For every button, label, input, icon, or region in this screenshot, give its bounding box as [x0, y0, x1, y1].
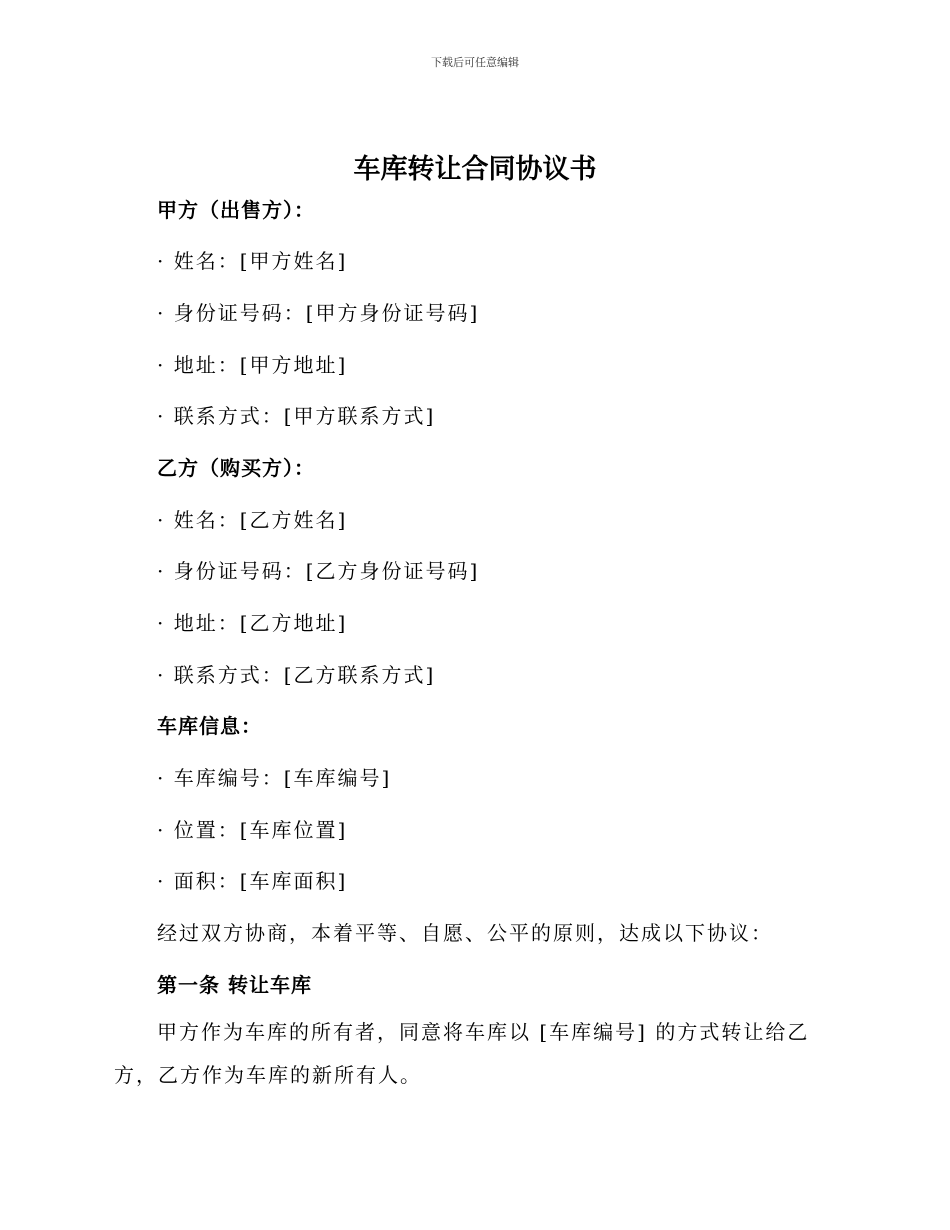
document-title: 车库转让合同协议书 [353, 154, 597, 185]
party-a-heading: 甲方（出售方）： [157, 198, 315, 222]
party-b-name: · 姓名：[乙方姓名] [157, 508, 348, 532]
party-b-contact: · 联系方式：[乙方联系方式] [157, 663, 436, 687]
party-a-address: · 地址：[甲方地址] [157, 353, 348, 377]
party-a-name: · 姓名：[甲方姓名] [157, 249, 348, 273]
party-a-id: · 身份证号码：[甲方身份证号码] [157, 301, 480, 325]
party-a-contact: · 联系方式：[甲方联系方式] [157, 404, 436, 428]
header-note: 下载后可任意编辑 [431, 56, 519, 69]
garage-number: · 车库编号：[车库编号] [157, 766, 392, 790]
party-b-id: · 身份证号码：[乙方身份证号码] [157, 559, 480, 583]
garage-area: · 面积：[车库面积] [157, 869, 348, 893]
garage-heading: 车库信息： [157, 714, 262, 738]
intro-paragraph: 经过双方协商，本着平等、自愿、公平的原则，达成以下协议： [157, 921, 773, 945]
party-b-address: · 地址：[乙方地址] [157, 611, 348, 635]
garage-location: · 位置：[车库位置] [157, 818, 348, 842]
article-1-heading: 第一条 转让车库 [157, 973, 312, 997]
party-b-heading: 乙方（购买方）： [157, 456, 315, 480]
article-1-text: 甲方作为车库的所有者，同意将车库以 [车库编号] 的方式转让给乙方，乙方作为车库的新所有人。 [114, 1020, 810, 1087]
